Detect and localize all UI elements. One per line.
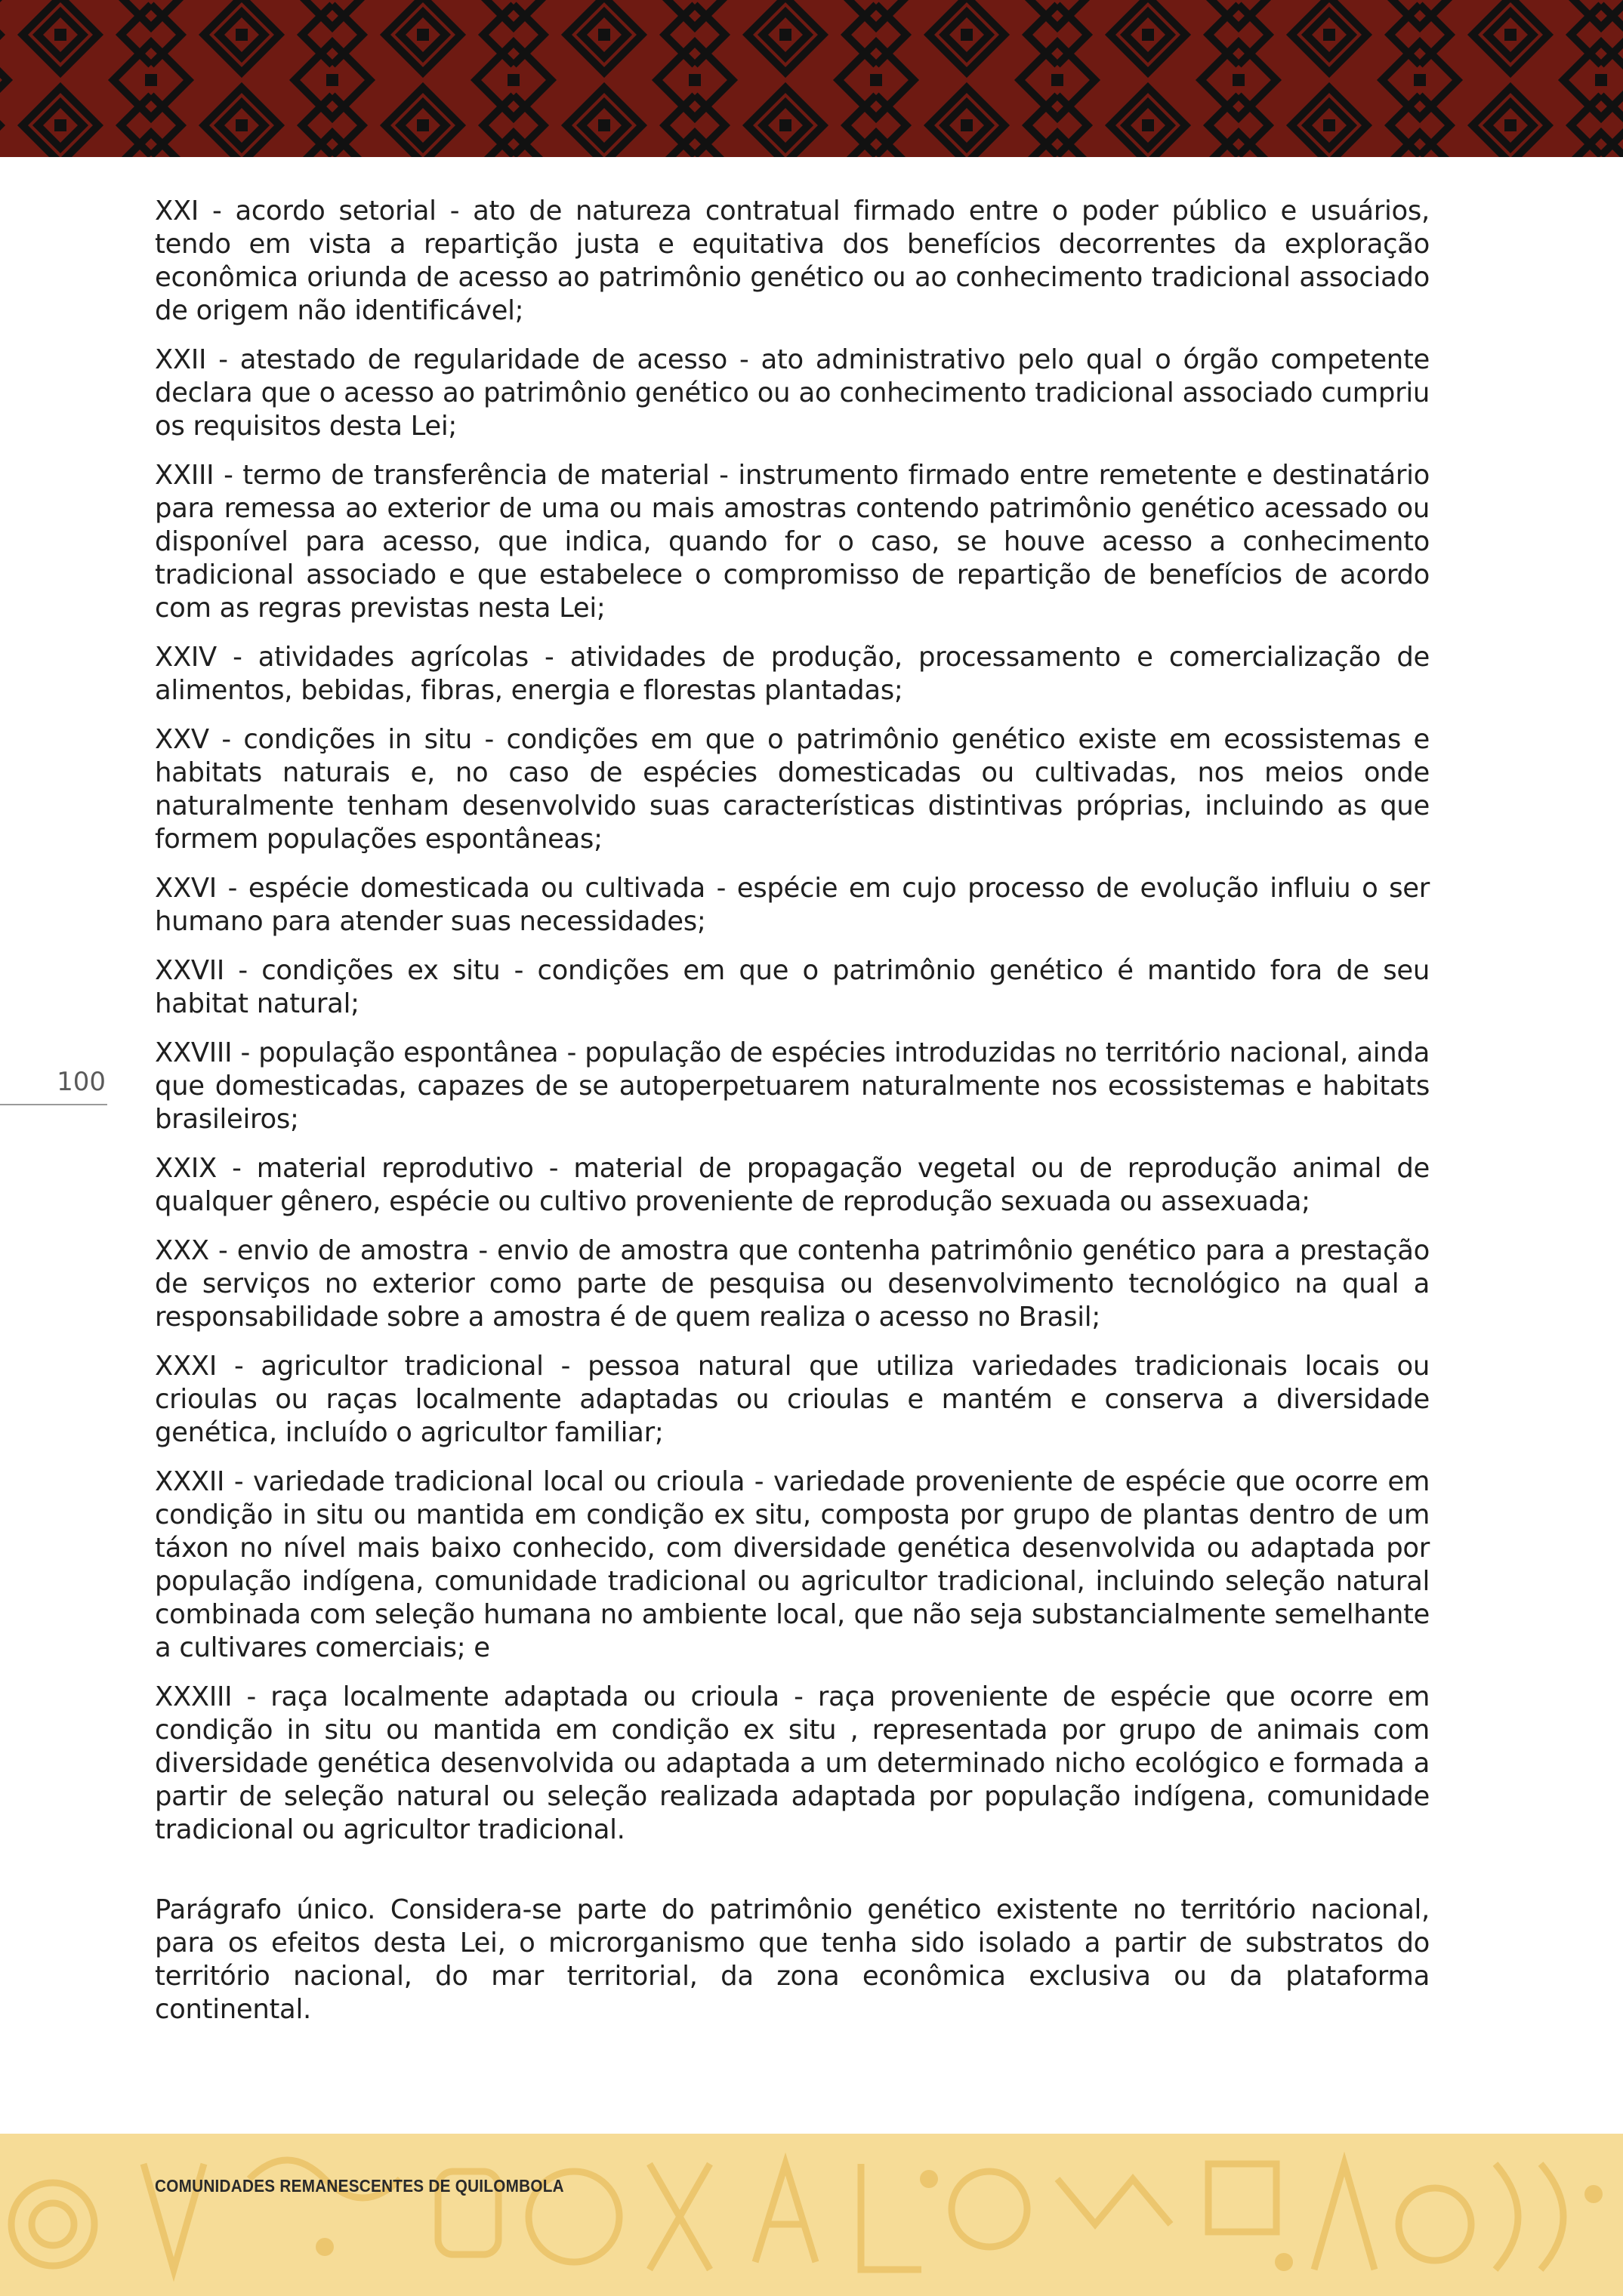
document-body xyxy=(155,195,1430,2042)
footer-title: COMUNIDADES REMANESCENTES DE QUILOMBOLA xyxy=(155,2176,564,2196)
geometric-pattern-decoration xyxy=(0,0,1623,157)
paragraph-xxx: XXX - envio de amostra - envio de amostra que contenha patrimônio genético para a prestação de serviços no exterior como parte de pesquisa ou desenvolvimento tecnológico na qual a responsabilidade sobre a amostra é de quem realiza o acesso no Brasil; xyxy=(155,1235,1430,1333)
footer-band xyxy=(0,2134,1623,2296)
paragraph-xxii: XXII - atestado de regularidade de acesso - ato administrativo pelo qual o órgão competente declara que o acesso ao patrimônio genético ou ao conhecimento tradicional associado cumpriu os requisitos desta Lei; xyxy=(155,344,1430,442)
footer-glyph-decoration xyxy=(0,2134,1623,2296)
paragraph-xxiv: XXIV - atividades agrícolas - atividades de produção, processamento e comercialização de alimentos, bebidas, fibras, energia e florestas plantadas; xyxy=(155,642,1430,706)
page-number: 100 xyxy=(0,1063,107,1105)
paragraph-xxiii: XXIII - termo de transferência de material - instrumento firmado entre remetente e destinatário para remessa ao exterior de uma ou mais amostras contendo patrimônio genético acessado ou disponível para acesso, que indica, quando for o caso, se houve acesso a conhecimento tradicional associado e que estabelece o compromisso de repartição de benefícios de acordo com as regras previstas nesta Lei; xyxy=(155,460,1430,624)
header-pattern-band xyxy=(0,0,1623,157)
paragraph-unico: Parágrafo único. Considera-se parte do patrimônio genético existente no território nacional, para os efeitos desta Lei, o microrganismo que tenha sido isolado a partir de substratos do território nacional, do mar territorial, da zona econômica exclusiva ou da plataforma continental. xyxy=(155,1894,1430,2025)
paragraph-xxvi: XXVI - espécie domesticada ou cultivada - espécie em cujo processo de evolução influiu o ser humano para atender suas necessidades; xyxy=(155,873,1430,937)
paragraph-xxvii: XXVII - condições ex situ - condições em que o patrimônio genético é mantido fora de seu habitat natural; xyxy=(155,955,1430,1019)
paragraph-xxv: XXV - condições in situ - condições em que o patrimônio genético existe em ecossistemas e habitats naturais e, no caso de espécies domesticadas ou cultivadas, nos meios onde naturalmente tenham desenvolvido suas características distintivas próprias, incluindo as que formem populações espontâneas; xyxy=(155,724,1430,855)
paragraph-xxxi: XXXI - agricultor tradicional - pessoa natural que utiliza variedades tradicionais locais ou crioulas ou raças localmente adaptadas ou crioulas e mantém e conserva a diversidade genética, incluído o agricultor familiar; xyxy=(155,1351,1430,1448)
paragraph-xxxiii: XXXIII - raça localmente adaptada ou crioula - raça proveniente de espécie que ocorre em condição in situ ou mantida em condição ex situ , representada por grupo de animais com diversidade genética desenvolvida ou adaptada a um determinado nicho ecológico e formada a partir de seleção natural ou seleção realizada adaptada por população indígena, comunidade tradicional ou agricultor tradicional. xyxy=(155,1681,1430,1845)
paragraph-xxix: XXIX - material reprodutivo - material de propagação vegetal ou de reprodução animal de qualquer gênero, espécie ou cultivo proveniente de reprodução sexuada ou assexuada; xyxy=(155,1153,1430,1217)
paragraph-xxi: XXI - acordo setorial - ato de natureza contratual firmado entre o poder público e usuários, tendo em vista a repartição justa e equitativa dos benefícios decorrentes da exploração econômica oriunda de acesso ao patrimônio genético ou ao conhecimento tradicional associado de origem não identificável; xyxy=(155,196,1430,326)
paragraph-xxxii: XXXII - variedade tradicional local ou crioula - variedade proveniente de espécie que ocorre em condição in situ ou mantida em condição ex situ, composta por grupo de plantas dentro de um táxon no nível mais baixo conhecido, com diversidade genética desenvolvida ou adaptada por população indígena, comunidade tradicional ou agricultor tradicional, incluindo seleção natural combinada com seleção humana no ambiente local, que não seja substancialmente semelhante a cultivares comerciais; e xyxy=(155,1466,1430,1663)
paragraph-xxviii: XXVIII - população espontânea - população de espécies introduzidas no território nacional, ainda que domesticadas, capazes de se autoperpetuarem naturalmente nos ecossistemas e habitats brasileiros; xyxy=(155,1037,1430,1135)
